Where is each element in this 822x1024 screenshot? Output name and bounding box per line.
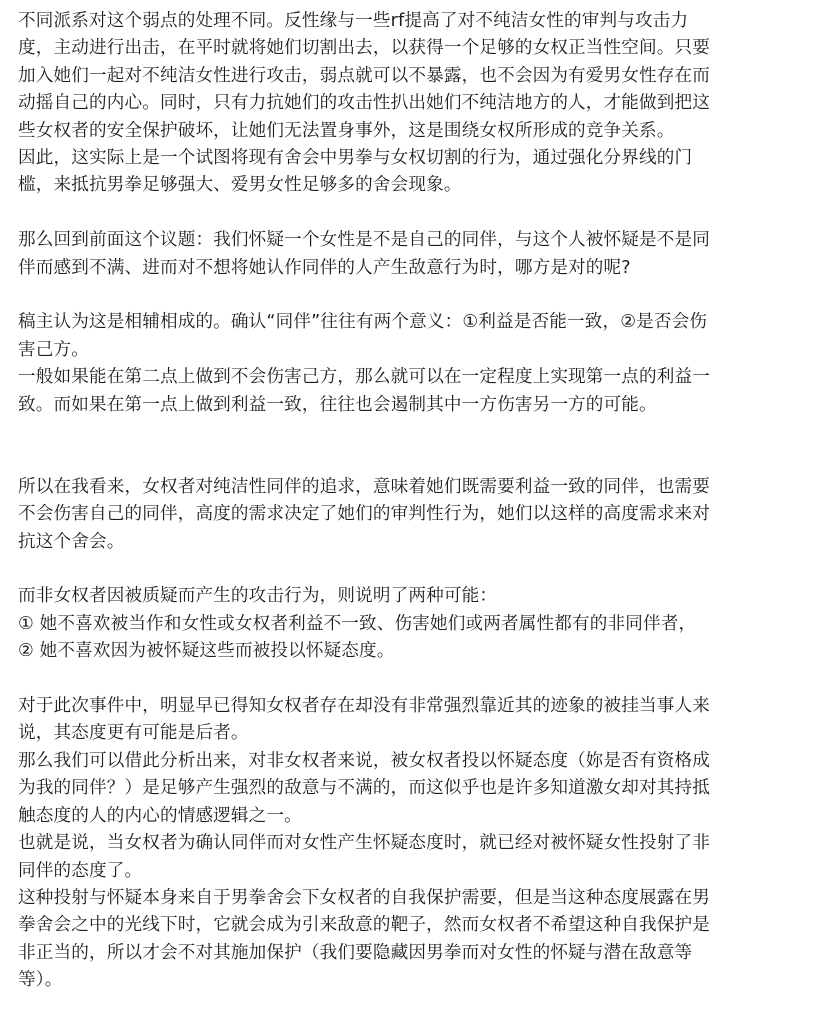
- text-line: 动摇自己的内心。同时，只有力抗她们的攻击性扒出她们不纯洁地方的人，才能做到把这: [18, 93, 711, 114]
- paragraph-spacer: [18, 666, 810, 693]
- text-line: 那么我们可以借此分析出来，对非女权者来说，被女权者投以怀疑态度（妳是否有资格成: [18, 750, 711, 771]
- article-body: [18, 8, 810, 995]
- text-line: 因此，这实际上是一个试图将现有舍会中男拳与女权切割的行为，通过强化分界线的门: [18, 148, 693, 169]
- text-line: ② 她不喜欢因为被怀疑这些而被投以怀疑态度。: [18, 641, 395, 662]
- text-line: ① 她不喜欢被当作和女性或女权者利益不一致、伤害她们或两者属性都有的非同伴者，: [18, 613, 697, 634]
- text-line: 所以在我看来，女权者对纯洁性同伴的追求，意味着她们既需要利益一致的同伴，也需要: [18, 476, 711, 497]
- text-line: 槛，来抵抗男拳足够强大、爱男女性足够多的舍会现象。: [18, 175, 462, 196]
- text-line: 同伴的态度了。: [18, 860, 143, 881]
- text-line: 加入她们一起对不纯洁女性进行攻击，弱点就可以不暴露，也不会因为有爱男女性存在而: [18, 65, 711, 86]
- paragraph-4: [18, 474, 810, 556]
- paragraph-1: [18, 8, 810, 200]
- text-line: 也就是说，当女权者为确认同伴而对女性产生怀疑态度时，就已经对被怀疑女性投射了非: [18, 833, 711, 854]
- text-line: 等）。: [18, 970, 63, 991]
- paragraph-6: [18, 693, 810, 994]
- text-line: 触态度的人的内心的情感逻辑之一。: [18, 805, 302, 826]
- text-line: 稿主认为这是相辅相成的。确认“同伴”往往有两个意义：①利益是否能一致，②是否会伤: [18, 312, 708, 333]
- paragraph-spacer: [18, 419, 810, 474]
- paragraph-spacer: [18, 282, 810, 309]
- text-line: 对于此次事件中，明显早已得知女权者存在却没有非常强烈靠近其的迹象的被挂当事人来: [18, 696, 711, 717]
- text-line: 不同派系对这个弱点的处理不同。反性缘与一些rf提高了对不纯洁女性的审判与攻击力: [18, 11, 689, 31]
- text-line: 非正当的，所以才会不对其施加保护（我们要隐藏因男拳而对女性的怀疑与潜在敌意等: [18, 942, 693, 963]
- paragraph-spacer: [18, 200, 810, 227]
- text-line: 拳舍会之中的光线下时，它就会成为引来敌意的靶子，然而女权者不希望这种自我保护是: [18, 915, 711, 936]
- text-line: 说，其态度更有可能是后者。: [18, 723, 249, 744]
- text-line: 不会伤害自己的同伴，高度的需求决定了她们的审判性行为，她们以这样的高度需求来对: [18, 504, 711, 525]
- text-line: 而非女权者因被质疑而产生的攻击行为，则说明了两种可能：: [18, 586, 498, 607]
- paragraph-spacer: [18, 556, 810, 583]
- text-line: 为我的同伴？）是足够产生强烈的敌意与不满的，而这似乎也是许多知道激女却对其持抵: [18, 778, 711, 799]
- paragraph-5: [18, 583, 810, 665]
- text-line: 致。而如果在第一点上做到利益一致，往往也会遏制其中一方伤害另一方的可能。: [18, 394, 657, 415]
- paragraph-2: [18, 227, 810, 282]
- text-line: 抗这个舍会。: [18, 531, 125, 552]
- text-line: 这种投射与怀疑本身来自于男拳舍会下女权者的自我保护需要，但是当这种态度展露在男: [18, 887, 711, 908]
- text-line: 一般如果能在第二点上做到不会伤害己方，那么就可以在一定程度上实现第一点的利益一: [18, 367, 711, 388]
- text-line: 度，主动进行出击，在平时就将她们切割出去，以获得一个足够的女权正当性空间。只要: [18, 38, 711, 59]
- text-line: 些女权者的安全保护破坏，让她们无法置身事外，这是围绕女权所形成的竞争关系。: [18, 120, 675, 141]
- text-line: 害己方。: [18, 339, 89, 360]
- text-line: 那么回到前面这个议题：我们怀疑一个女性是不是自己的同伴，与这个人被怀疑是不是同: [18, 230, 711, 251]
- text-line: 伴而感到不满、进而对不想将她认作同伴的人产生敌意行为时，哪方是对的呢?: [18, 257, 631, 278]
- paragraph-3: [18, 309, 810, 419]
